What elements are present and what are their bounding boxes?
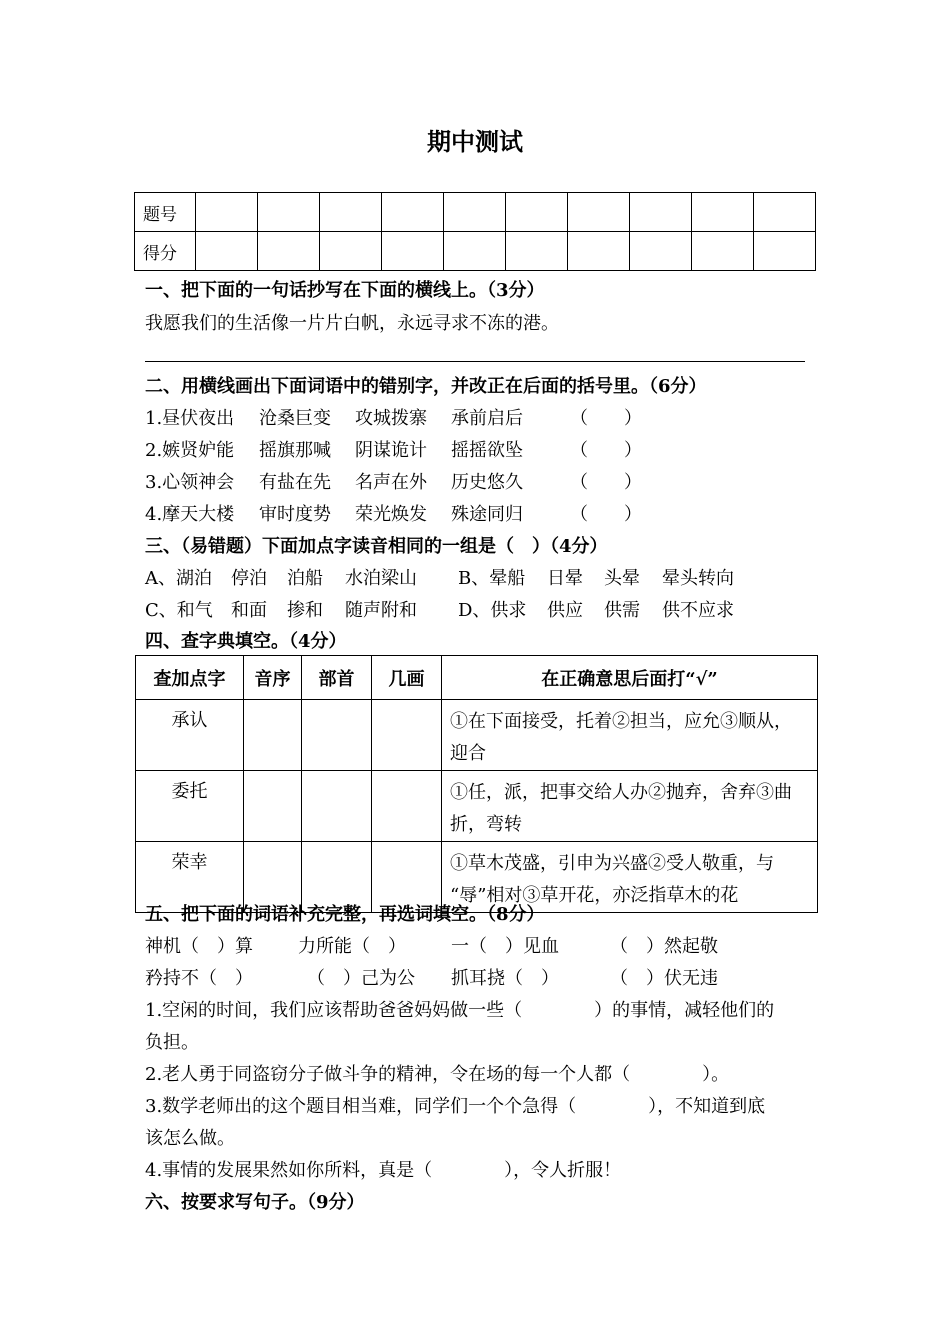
q3-options-cd xyxy=(145,599,765,623)
dict-word: 承认 xyxy=(136,700,244,771)
dict-header: 部首 xyxy=(302,656,372,700)
dict-blank[interactable] xyxy=(302,771,372,842)
q3-option-d[interactable]: D、供求 xyxy=(458,600,527,621)
score-cell[interactable] xyxy=(444,193,506,232)
dict-header: 在正确意思后面打“√” xyxy=(442,656,818,700)
q5-idiom[interactable]: 力所能（ ） xyxy=(298,936,406,957)
q3-word: 供不应求 xyxy=(662,600,734,621)
q5-idiom-row-1 xyxy=(145,935,745,959)
dict-blank[interactable] xyxy=(302,700,372,771)
q2-word: 攻城拨寨 xyxy=(355,408,427,429)
q5-heading: 五、把下面的词语补充完整，再选词填空。（8分） xyxy=(145,904,545,925)
score-cell[interactable] xyxy=(506,193,568,232)
score-cell[interactable] xyxy=(568,232,630,271)
q5-idiom[interactable]: （ ）己为公 xyxy=(307,968,415,989)
score-cell[interactable] xyxy=(196,232,258,271)
q3-heading: 三、（易错题）下面加点字读音相同的一组是（ ）（4分） xyxy=(145,536,608,557)
score-cell[interactable] xyxy=(196,193,258,232)
q2-word: 有盐在先 xyxy=(259,472,331,493)
dict-meaning-line: ①任，派，把事交给人办②抛弃，舍弃③曲 xyxy=(450,782,792,803)
dict-header: 几画 xyxy=(372,656,442,700)
dict-header: 查加点字 xyxy=(136,656,244,700)
score-cell[interactable] xyxy=(320,193,382,232)
q2-answer-paren[interactable]: （ ） xyxy=(570,504,642,525)
q2-row-4 xyxy=(145,503,645,527)
dict-blank[interactable] xyxy=(372,700,442,771)
q2-row-1 xyxy=(145,407,645,431)
dict-meaning[interactable] xyxy=(442,771,818,842)
score-label-number: 题号 xyxy=(135,193,196,232)
q3-word: 晕头转向 xyxy=(662,568,734,589)
q2-heading: 二、用横线画出下面词语中的错别字，并改正在后面的括号里。（6分） xyxy=(145,376,707,397)
dict-meaning-line: 折，弯转 xyxy=(450,814,522,835)
q2-answer-paren[interactable]: （ ） xyxy=(570,440,642,461)
q2-row-3 xyxy=(145,471,645,495)
q3-word: 掺和 xyxy=(287,600,323,621)
dict-meaning-line: 迎合 xyxy=(450,743,486,764)
q2-word: 沧桑巨变 xyxy=(259,408,331,429)
score-cell[interactable] xyxy=(382,232,444,271)
q3-word: 水泊梁山 xyxy=(345,568,417,589)
dictionary-table xyxy=(135,655,818,913)
score-label-points: 得分 xyxy=(135,232,196,271)
score-row-points xyxy=(135,232,816,271)
q3-word: 供需 xyxy=(604,600,640,621)
dict-blank[interactable] xyxy=(372,771,442,842)
dict-row xyxy=(136,771,818,842)
q2-word: 承前启后 xyxy=(451,408,523,429)
q5-idiom[interactable]: 神机（ ）算 xyxy=(145,936,253,957)
q5-idiom[interactable]: 一（ ）见血 xyxy=(451,936,559,957)
score-cell[interactable] xyxy=(630,232,692,271)
dict-blank[interactable] xyxy=(244,842,302,913)
q5-sentence-1-cont: 负担。 xyxy=(145,1032,199,1053)
q5-sentence-2[interactable]: 2.老人勇于同盗窃分子做斗争的精神，令在场的每一个人都（ ）。 xyxy=(145,1064,730,1085)
q5-idiom[interactable]: 矜持不（ ） xyxy=(145,968,253,989)
score-cell[interactable] xyxy=(320,232,382,271)
q3-word: 供应 xyxy=(547,600,583,621)
dict-meaning-line: ①在下面接受，托着②担当，应允③顺从， xyxy=(450,711,792,732)
score-cell[interactable] xyxy=(258,193,320,232)
q5-sentence-1[interactable]: 1.空闲的时间，我们应该帮助爸爸妈妈做一些（ ）的事情，减轻他们的 xyxy=(145,1000,775,1021)
q2-word: 2.嫉贤妒能 xyxy=(145,440,235,461)
score-cell[interactable] xyxy=(692,193,754,232)
dict-row xyxy=(136,700,818,771)
page-title: 期中测试 xyxy=(427,127,523,156)
score-cell[interactable] xyxy=(382,193,444,232)
score-cell[interactable] xyxy=(258,232,320,271)
dict-word: 委托 xyxy=(136,771,244,842)
q2-word: 4.摩天大楼 xyxy=(145,504,235,525)
q3-options-ab xyxy=(145,567,765,591)
score-cell[interactable] xyxy=(506,232,568,271)
q3-option-a[interactable]: A、湖泊 xyxy=(145,568,212,589)
q5-idiom[interactable]: （ ）然起敬 xyxy=(610,936,718,957)
dict-meaning-line: “辱”相对③草开花，亦泛指草木的花 xyxy=(450,885,739,906)
q2-word: 摇旗那喊 xyxy=(259,440,331,461)
dict-row xyxy=(136,842,818,913)
q3-word: 日晕 xyxy=(547,568,583,589)
q3-option-b[interactable]: B、晕船 xyxy=(458,568,526,589)
dict-blank[interactable] xyxy=(244,700,302,771)
q5-sentence-4[interactable]: 4.事情的发展果然如你所料，真是（ ），令人折服！ xyxy=(145,1160,622,1181)
q5-sentence-3-cont: 该怎么做。 xyxy=(145,1128,235,1149)
q2-word: 殊途同归 xyxy=(451,504,523,525)
dict-blank[interactable] xyxy=(244,771,302,842)
q1-answer-line[interactable] xyxy=(145,361,805,362)
q1-heading: 一、把下面的一句话抄写在下面的横线上。（3分） xyxy=(145,280,545,301)
q5-idiom-row-2 xyxy=(145,967,745,991)
score-row-number xyxy=(135,193,816,232)
score-cell[interactable] xyxy=(568,193,630,232)
score-cell[interactable] xyxy=(754,193,816,232)
q5-sentence-3[interactable]: 3.数学老师出的这个题目相当难，同学们一个个急得（ ），不知道到底 xyxy=(145,1096,766,1117)
q5-idiom[interactable]: 抓耳挠（ ） xyxy=(451,968,559,989)
dict-meaning-line: ①草木茂盛，引申为兴盛②受人敬重，与 xyxy=(450,853,774,874)
q2-word: 摇摇欲坠 xyxy=(451,440,523,461)
dict-header-row xyxy=(136,656,818,700)
q2-word: 名声在外 xyxy=(355,472,427,493)
q4-heading: 四、查字典填空。（4分） xyxy=(145,631,347,652)
dict-header: 音序 xyxy=(244,656,302,700)
score-cell[interactable] xyxy=(444,232,506,271)
q2-word: 审时度势 xyxy=(259,504,331,525)
dict-blank[interactable] xyxy=(372,842,442,913)
q3-word: 头晕 xyxy=(604,568,640,589)
score-cell[interactable] xyxy=(692,232,754,271)
q2-word: 3.心领神会 xyxy=(145,472,235,493)
q2-word: 阴谋诡计 xyxy=(355,440,427,461)
score-cell[interactable] xyxy=(630,193,692,232)
q2-word: 荣光焕发 xyxy=(355,504,427,525)
q3-option-c[interactable]: C、和气 xyxy=(145,600,213,621)
dict-meaning[interactable] xyxy=(442,842,818,913)
dict-word: 荣幸 xyxy=(136,842,244,913)
q2-answer-paren[interactable]: （ ） xyxy=(570,472,642,493)
dict-blank[interactable] xyxy=(302,842,372,913)
q3-word: 停泊 xyxy=(231,568,267,589)
q3-word: 和面 xyxy=(231,600,267,621)
q2-answer-paren[interactable]: （ ） xyxy=(570,408,642,429)
q1-sentence: 我愿我们的生活像一片片白帆，永远寻求不冻的港。 xyxy=(145,313,559,334)
q2-word: 1.昼伏夜出 xyxy=(145,408,235,429)
q3-word: 泊船 xyxy=(287,568,323,589)
score-cell[interactable] xyxy=(754,232,816,271)
q6-heading: 六、按要求写句子。（9分） xyxy=(145,1192,365,1213)
q2-word: 历史悠久 xyxy=(451,472,523,493)
score-table xyxy=(134,192,816,271)
q3-word: 随声附和 xyxy=(345,600,417,621)
dict-meaning[interactable] xyxy=(442,700,818,771)
q2-row-2 xyxy=(145,439,645,463)
q5-idiom[interactable]: （ ）伏无违 xyxy=(610,968,718,989)
